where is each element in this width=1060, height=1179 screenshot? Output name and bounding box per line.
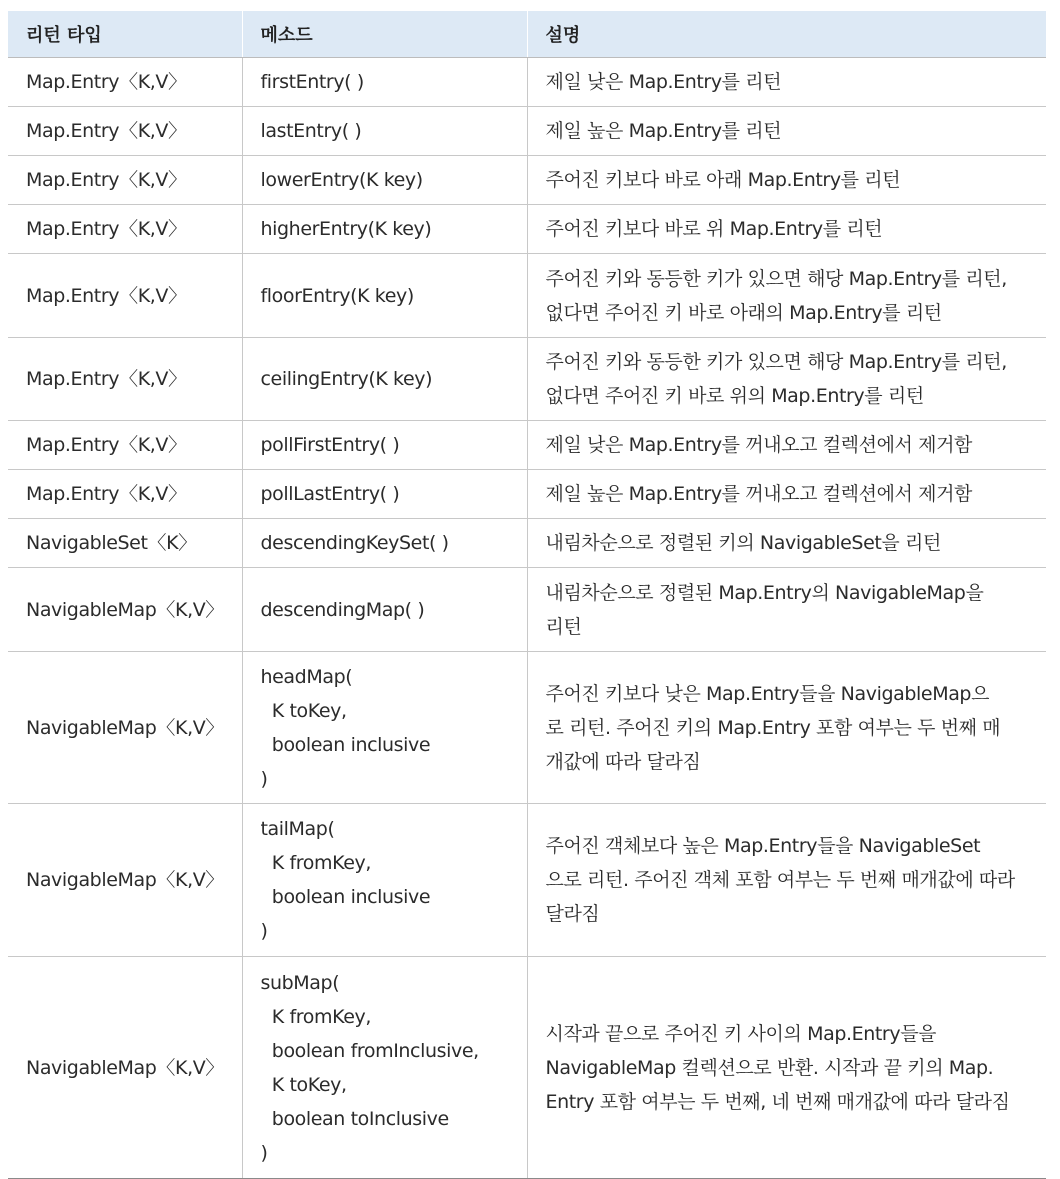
description-cell: 제일 높은 Map.Entry를 리턴: [527, 107, 1046, 156]
method-cell: higherEntry(K key): [242, 205, 527, 254]
description-cell: 주어진 키보다 바로 아래 Map.Entry를 리턴: [527, 156, 1046, 205]
method-cell: firstEntry( ): [242, 58, 527, 107]
description-cell: 제일 높은 Map.Entry를 꺼내오고 컬렉션에서 제거함: [527, 470, 1046, 519]
table-row: [8, 107, 1046, 156]
return-type-cell: Map.Entry〈K,V〉: [8, 156, 242, 205]
table-row: [8, 470, 1046, 519]
header-description: 설명: [527, 11, 1046, 58]
return-type-cell: NavigableMap〈K,V〉: [8, 957, 242, 1179]
description-cell: 주어진 객체보다 높은 Map.Entry들을 NavigableSet 으로 리턴. 주어진 객체 포함 여부는 두 번째 매개값에 따라 달라짐: [527, 804, 1046, 957]
return-type-cell: NavigableMap〈K,V〉: [8, 652, 242, 804]
table-row: [8, 957, 1046, 1179]
table-row: [8, 652, 1046, 804]
header-method: 메소드: [242, 11, 527, 58]
method-cell: pollLastEntry( ): [242, 470, 527, 519]
table-row: [8, 205, 1046, 254]
description-cell: 제일 낮은 Map.Entry를 꺼내오고 컬렉션에서 제거함: [527, 421, 1046, 470]
method-cell: ceilingEntry(K key): [242, 338, 527, 421]
table-header-row: [8, 11, 1046, 58]
description-cell: 제일 낮은 Map.Entry를 리턴: [527, 58, 1046, 107]
return-type-cell: Map.Entry〈K,V〉: [8, 205, 242, 254]
return-type-cell: Map.Entry〈K,V〉: [8, 107, 242, 156]
return-type-cell: Map.Entry〈K,V〉: [8, 254, 242, 338]
description-cell: 주어진 키보다 낮은 Map.Entry들을 NavigableMap으 로 리턴. 주어진 키의 Map.Entry 포함 여부는 두 번째 매 개값에 따라 달라짐: [527, 652, 1046, 804]
table-row: [8, 338, 1046, 421]
method-cell: floorEntry(K key): [242, 254, 527, 338]
return-type-cell: NavigableMap〈K,V〉: [8, 568, 242, 652]
method-cell: subMap( K fromKey, boolean fromInclusive, K toKey, boolean toInclusive ): [242, 957, 527, 1179]
description-cell: 주어진 키보다 바로 위 Map.Entry를 리턴: [527, 205, 1046, 254]
header-return-type: 리턴 타입: [8, 11, 242, 58]
api-method-table: [8, 11, 1046, 1179]
method-cell: tailMap( K fromKey, boolean inclusive ): [242, 804, 527, 957]
description-cell: 내림차순으로 정렬된 키의 NavigableSet을 리턴: [527, 519, 1046, 568]
return-type-cell: NavigableSet〈K〉: [8, 519, 242, 568]
return-type-cell: Map.Entry〈K,V〉: [8, 58, 242, 107]
table-row: [8, 156, 1046, 205]
return-type-cell: Map.Entry〈K,V〉: [8, 338, 242, 421]
method-cell: descendingMap( ): [242, 568, 527, 652]
table-row: [8, 421, 1046, 470]
method-cell: pollFirstEntry( ): [242, 421, 527, 470]
table-row: [8, 804, 1046, 957]
table-row: [8, 254, 1046, 338]
description-cell: 시작과 끝으로 주어진 키 사이의 Map.Entry들을 NavigableMap 컬렉션으로 반환. 시작과 끝 키의 Map. Entry 포함 여부는 두 번째, 네 번째 매개값에 따라 달라짐: [527, 957, 1046, 1179]
method-cell: descendingKeySet( ): [242, 519, 527, 568]
return-type-cell: Map.Entry〈K,V〉: [8, 470, 242, 519]
table-row: [8, 568, 1046, 652]
return-type-cell: NavigableMap〈K,V〉: [8, 804, 242, 957]
description-cell: 주어진 키와 동등한 키가 있으면 해당 Map.Entry를 리턴, 없다면 주어진 키 바로 위의 Map.Entry를 리턴: [527, 338, 1046, 421]
method-cell: lastEntry( ): [242, 107, 527, 156]
description-cell: 내림차순으로 정렬된 Map.Entry의 NavigableMap을 리턴: [527, 568, 1046, 652]
method-cell: lowerEntry(K key): [242, 156, 527, 205]
description-cell: 주어진 키와 동등한 키가 있으면 해당 Map.Entry를 리턴, 없다면 주어진 키 바로 아래의 Map.Entry를 리턴: [527, 254, 1046, 338]
table-row: [8, 519, 1046, 568]
table-row: [8, 58, 1046, 107]
method-cell: headMap( K toKey, boolean inclusive ): [242, 652, 527, 804]
return-type-cell: Map.Entry〈K,V〉: [8, 421, 242, 470]
